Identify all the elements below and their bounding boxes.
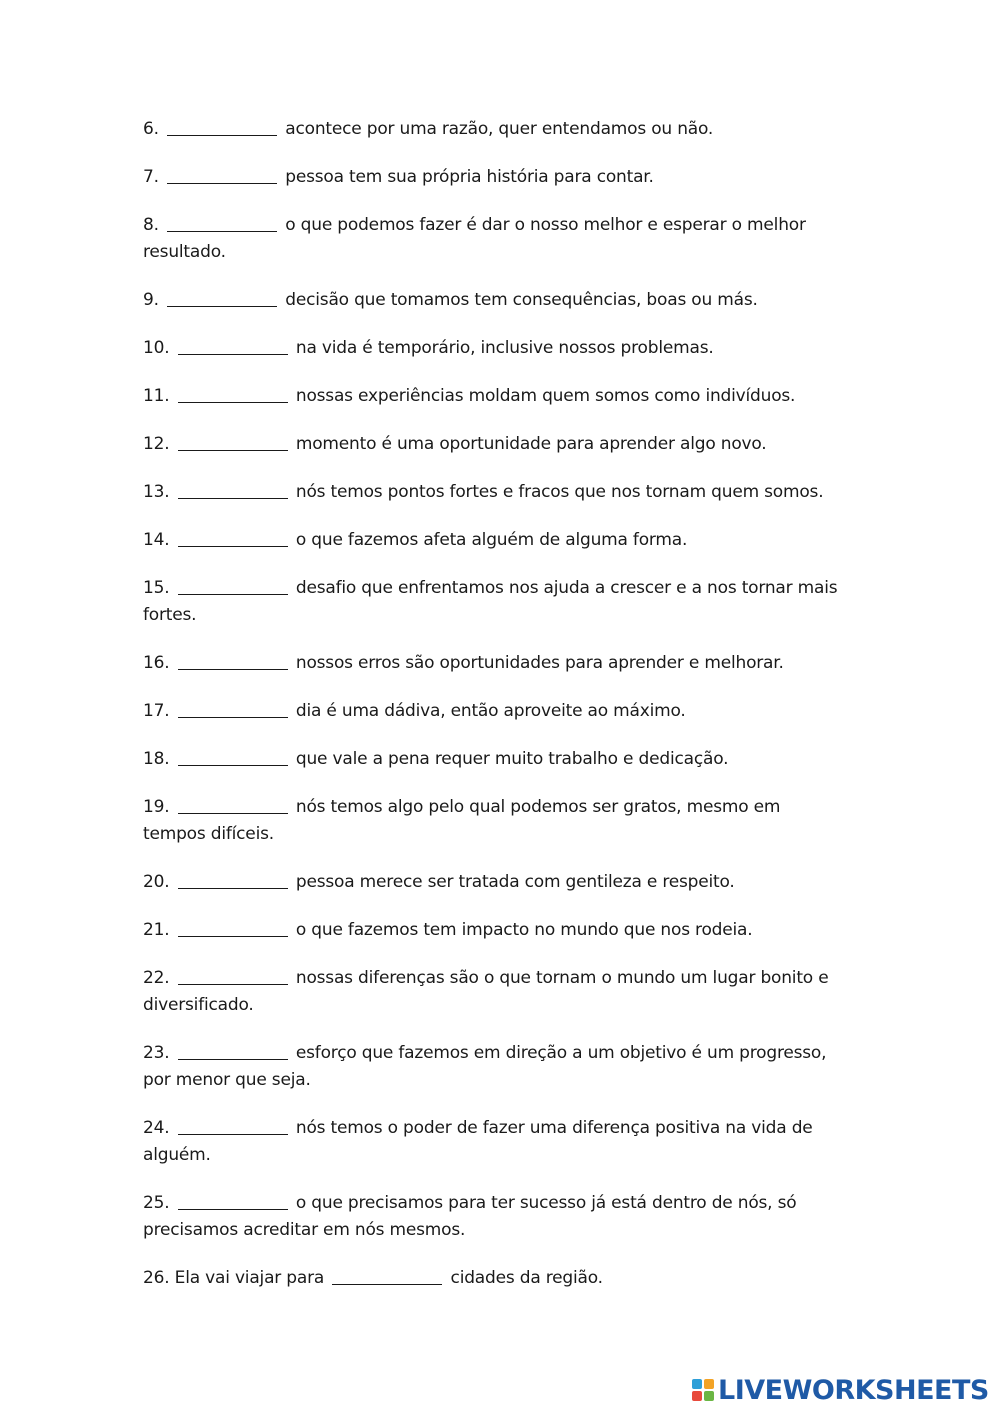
answer-blank[interactable] xyxy=(178,918,288,937)
answer-blank[interactable] xyxy=(178,384,288,403)
question-number: 25. xyxy=(143,1193,170,1213)
question-number: 16. xyxy=(143,653,170,673)
question-text: o que fazemos afeta alguém de alguma forma. xyxy=(295,530,688,550)
question-text: nossas experiências moldam quem somos como indivíduos. xyxy=(295,386,796,406)
question-text: o que podemos fazer é dar o nosso melhor e esperar o melhor resultado. xyxy=(143,215,806,262)
logo-square-3 xyxy=(692,1391,702,1401)
question-item xyxy=(143,1264,843,1292)
question-number: 13. xyxy=(143,482,170,502)
question-text: momento é uma oportunidade para aprender algo novo. xyxy=(295,434,767,454)
question-item xyxy=(143,649,843,677)
answer-blank[interactable] xyxy=(178,480,288,499)
logo-text: LIVEWORKSHEETS xyxy=(718,1374,989,1406)
question-number: 19. xyxy=(143,797,170,817)
question-item xyxy=(143,334,843,362)
question-number: 15. xyxy=(143,578,170,598)
question-item xyxy=(143,868,843,896)
question-number: 12. xyxy=(143,434,170,454)
question-item xyxy=(143,1189,843,1244)
question-text: o que fazemos tem impacto no mundo que nos rodeia. xyxy=(295,920,753,940)
question-item xyxy=(143,745,843,773)
question-number: 9. xyxy=(143,290,159,310)
question-number: 20. xyxy=(143,872,170,892)
question-item xyxy=(143,1039,843,1094)
question-text: na vida é temporário, inclusive nossos problemas. xyxy=(295,338,714,358)
question-item xyxy=(143,478,843,506)
question-number: 23. xyxy=(143,1043,170,1063)
question-number: 22. xyxy=(143,968,170,988)
question-item xyxy=(143,916,843,944)
question-text: pessoa tem sua própria história para contar. xyxy=(285,167,654,187)
liveworksheets-logo xyxy=(692,1374,989,1406)
question-number: 8. xyxy=(143,215,159,235)
question-number: 11. xyxy=(143,386,170,406)
answer-blank[interactable] xyxy=(178,528,288,547)
answer-blank[interactable] xyxy=(178,432,288,451)
question-item xyxy=(143,526,843,554)
question-item xyxy=(143,574,843,629)
question-number: 6. xyxy=(143,119,159,139)
question-number: 24. xyxy=(143,1118,170,1138)
question-number: 26. xyxy=(143,1268,170,1288)
answer-blank[interactable] xyxy=(178,699,288,718)
question-item xyxy=(143,1114,843,1169)
question-item xyxy=(143,211,843,266)
question-text: o que precisamos para ter sucesso já está dentro de nós, só precisamos acreditar em nós mesmos. xyxy=(143,1193,797,1240)
question-number: 21. xyxy=(143,920,170,940)
question-text: pessoa merece ser tratada com gentileza e respeito. xyxy=(295,872,735,892)
answer-blank[interactable] xyxy=(178,747,288,766)
question-item xyxy=(143,382,843,410)
logo-square-2 xyxy=(704,1379,714,1389)
question-number: 17. xyxy=(143,701,170,721)
question-item xyxy=(143,286,843,314)
question-item xyxy=(143,697,843,725)
question-number: 18. xyxy=(143,749,170,769)
question-text: nós temos pontos fortes e fracos que nos tornam quem somos. xyxy=(295,482,824,502)
answer-blank[interactable] xyxy=(167,117,277,136)
question-number: 10. xyxy=(143,338,170,358)
question-text: nossas diferenças são o que tornam o mundo um lugar bonito e diversificado. xyxy=(143,968,829,1015)
answer-blank[interactable] xyxy=(178,651,288,670)
question-item xyxy=(143,793,843,848)
question-text: acontece por uma razão, quer entendamos ou não. xyxy=(285,119,714,139)
answer-blank[interactable] xyxy=(178,1116,288,1135)
answer-blank[interactable] xyxy=(178,870,288,889)
question-text: nossos erros são oportunidades para aprender e melhorar. xyxy=(295,653,784,673)
question-text: cidades da região. xyxy=(450,1268,603,1288)
answer-blank[interactable] xyxy=(167,213,277,232)
question-text: que vale a pena requer muito trabalho e dedicação. xyxy=(295,749,729,769)
answer-blank[interactable] xyxy=(178,1041,288,1060)
question-number: 7. xyxy=(143,167,159,187)
question-item xyxy=(143,964,843,1019)
question-text: nós temos algo pelo qual podemos ser gratos, mesmo em tempos difíceis. xyxy=(143,797,781,844)
logo-square-4 xyxy=(704,1391,714,1401)
answer-blank[interactable] xyxy=(178,966,288,985)
answer-blank[interactable] xyxy=(167,165,277,184)
question-text: esforço que fazemos em direção a um objetivo é um progresso, por menor que seja. xyxy=(143,1043,827,1090)
answer-blank[interactable] xyxy=(167,288,277,307)
answer-blank[interactable] xyxy=(178,1191,288,1210)
answer-blank[interactable] xyxy=(332,1266,442,1285)
question-text: decisão que tomamos tem consequências, boas ou más. xyxy=(285,290,758,310)
question-item xyxy=(143,115,843,143)
question-text: nós temos o poder de fazer uma diferença positiva na vida de alguém. xyxy=(143,1118,813,1165)
liveworksheets-logo-icon xyxy=(692,1379,714,1401)
answer-blank[interactable] xyxy=(178,795,288,814)
question-text: dia é uma dádiva, então aproveite ao máximo. xyxy=(295,701,686,721)
question-text-before: Ela vai viajar para xyxy=(174,1268,325,1288)
answer-blank[interactable] xyxy=(178,336,288,355)
question-number: 14. xyxy=(143,530,170,550)
question-item xyxy=(143,163,843,191)
logo-square-1 xyxy=(692,1379,702,1389)
question-item xyxy=(143,430,843,458)
answer-blank[interactable] xyxy=(178,576,288,595)
question-text: desafio que enfrentamos nos ajuda a crescer e a nos tornar mais fortes. xyxy=(143,578,838,625)
worksheet-questions xyxy=(143,115,843,1312)
